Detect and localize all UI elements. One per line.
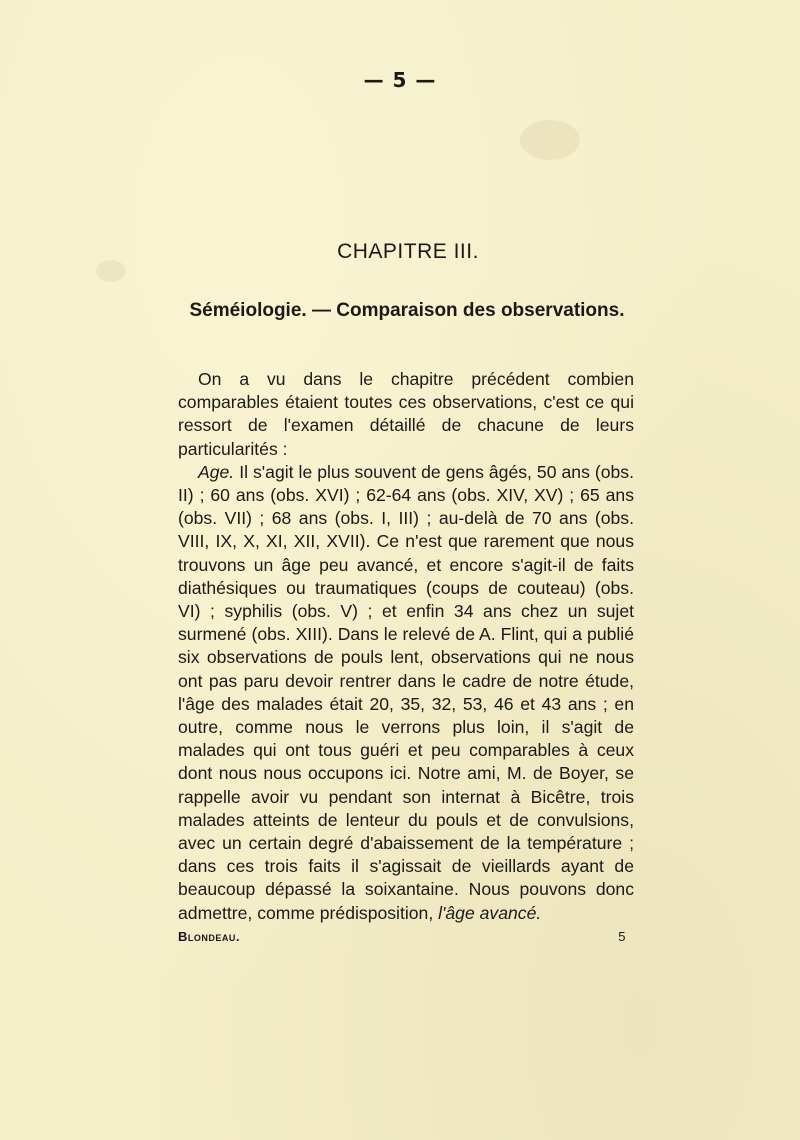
body-paragraph	[178, 368, 634, 925]
paragraph-intro: On a vu dans le chapitre précédent combien comparables étaient toutes ces observations, c'est ce qui ressort de l'examen détaillé de chacune de leurs particularités :	[178, 369, 634, 459]
signature-number: 5	[618, 929, 626, 944]
page-number: — 5 —	[363, 68, 437, 92]
printer-signature: Blondeau.	[178, 929, 240, 944]
closing-emphasis: l'âge avancé.	[438, 902, 542, 923]
age-text: Il s'agit le plus souvent de gens âgés, 50 ans (obs. II) ; 60 ans (obs. XVI) ; 62-64 ans (obs. XIV, XV) ; 65 ans (obs. VII) ; 68 ans (obs. I, III) ; au-delà de 70 ans (obs. VIII, IX, X, XI, XII, XVII). Ce n'est que rarement que nous trouvons un âge peu avancé, et encore s'agit-il de faits diathésiques ou traumatiques (coups de couteau) (obs. VI) ; syphilis (obs. V) ; et enfin 34 ans chez un sujet surmené (obs. XIII). Dans le relevé de A. Flint, qui a publié six observations de pouls lent, observations qui ne nous ont pas paru devoir rentrer dans le cadre de notre étude, l'âge des malades était 20, 35, 32, 53, 46 et 43 ans ; en outre, comme nous le verrons plus loin, il s'agit de malades qui ont tous guéri et peu comparables à ceux dont nous nous occupons ici. Notre ami, M. de Boyer, se rappelle avoir vu pendant son internat à Bicêtre, trois malades atteints de lenteur du pouls et de convulsions, avec un certain degré d'abaissement de la température ; dans ces trois faits il s'agissait de vieillards ayant de beaucoup dépassé la soixantaine. Nous pouvons donc admettre, comme prédisposition,	[178, 461, 634, 923]
page-footer	[178, 929, 634, 944]
age-label: Age.	[198, 461, 235, 482]
chapter-title: CHAPITRE III.	[337, 240, 479, 263]
paper-stain	[520, 120, 580, 160]
section-heading: Séméiologie. — Comparaison des observations.	[189, 300, 625, 321]
